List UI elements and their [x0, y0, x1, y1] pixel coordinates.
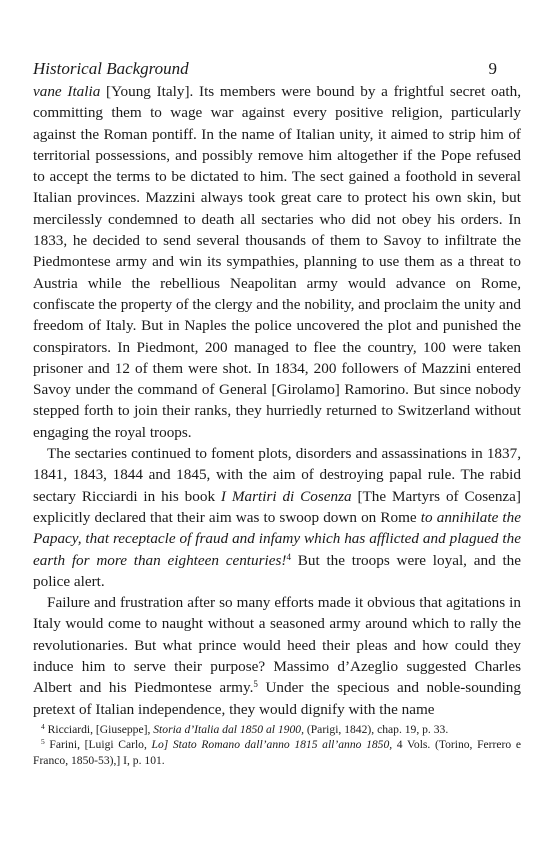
footnote-title: Storia d’Italia dal 1850 al 1900, — [153, 722, 304, 736]
paragraph-text: The sectaries continued to foment plots, disorders and assassinations in 1837, 1841, 1843, 1844 and 1845, with the aim of destroying papal rule. The rabid sectary Ricciardi in his book — [33, 445, 521, 505]
book-title: I Martiri di Cosenza — [220, 487, 352, 505]
footnote-text: (Parigi, 1842), chap. 19, p. 33. — [303, 722, 449, 736]
page-number: 9 — [488, 59, 497, 78]
footnote-marker: 5 — [41, 737, 45, 747]
paragraph-2 — [33, 443, 521, 592]
footnote-marker: 4 — [41, 721, 45, 731]
paragraph-3 — [33, 592, 521, 720]
footnote-text: Ricciardi, [Giuseppe], — [44, 722, 154, 736]
footnote-5 — [33, 737, 521, 768]
footnote-ref-5[interactable]: 5 — [253, 679, 258, 690]
footnotes — [33, 722, 521, 768]
running-title: Historical Background — [33, 59, 189, 78]
paragraph-text: Under the specious and noble-sounding pretext of Italian independence, they would dignify with the name — [33, 679, 521, 718]
footnote-4 — [33, 722, 521, 737]
footnote-ref-4[interactable]: 4 — [286, 551, 291, 562]
footnote-title: Lo] Stato Romano dall’anno 1815 all’anno 1850, — [151, 738, 393, 752]
paragraph-text: Failure and frustration after so many efforts made it obvious that agitations in Italy would come to naught without a seasoned army around which to rally the revolutionaries. But what prince would heed their pleas and how could they induce him to serve their purpose? Massimo d’Azeglio suggested Charles Albert and his Piedmontese army. — [33, 594, 521, 697]
footnote-text: Farini, [Luigi Carlo, — [44, 738, 152, 752]
footnote-text: 4 Vols. (Torino, Ferrero e Franco, 1850-53),] I, p. 101. — [33, 738, 521, 767]
paragraph-1 — [33, 81, 521, 443]
book-page — [33, 58, 521, 768]
italic-quote: to annihilate the Papacy, that receptacle of fraud and infamy which has afflicted and plagued the earth for more than eighteen centuries! — [33, 508, 521, 569]
paragraph-text: [Young Italy]. Its members were bound by a frightful secret oath, committing them to wage war against every positive religion, particularly against the Roman pontiff. In the name of Italian unity, it aimed to strip him of territorial possessions, and possibly remove him altogether if the Pope refused to accept the terms to be dictated to him. The sect gained a foothold in several Italian provinces. Mazzini always took great care to protect his own skin, but mercilessly condemned to death all sectaries who did not obey his orders. In 1833, he decided to send several thousands of them to Savoy to infiltrate the Piedmontese army and win its sympathies, planning to use them as a threat to Austria while the rebellious Neapolitan army would advance on Rome, confiscate the property of the clergy and the nobility, and proclaim the unity and freedom of Italy. But in Naples the police uncovered the plot and punished the conspirators. In Piedmont, 200 managed to flee the country, 100 were taken prisoner and 12 of them were shot. In 1834, 200 followers of Mazzini entered Savoy under the command of General [Girolamo] Ramorino. But since nobody stepped forth to join their ranks, they hurriedly returned to Switzerland without engaging the royal troops. — [33, 83, 521, 441]
body-text — [33, 81, 521, 720]
paragraph-text: But the troops were loyal, and the police alert. — [33, 551, 521, 590]
italic-term: vane Italia — [33, 83, 101, 100]
paragraph-text: [The Martyrs of Cosenza] explicitly declared that their aim was to swoop down on Rome — [33, 487, 521, 526]
running-head — [33, 58, 521, 80]
